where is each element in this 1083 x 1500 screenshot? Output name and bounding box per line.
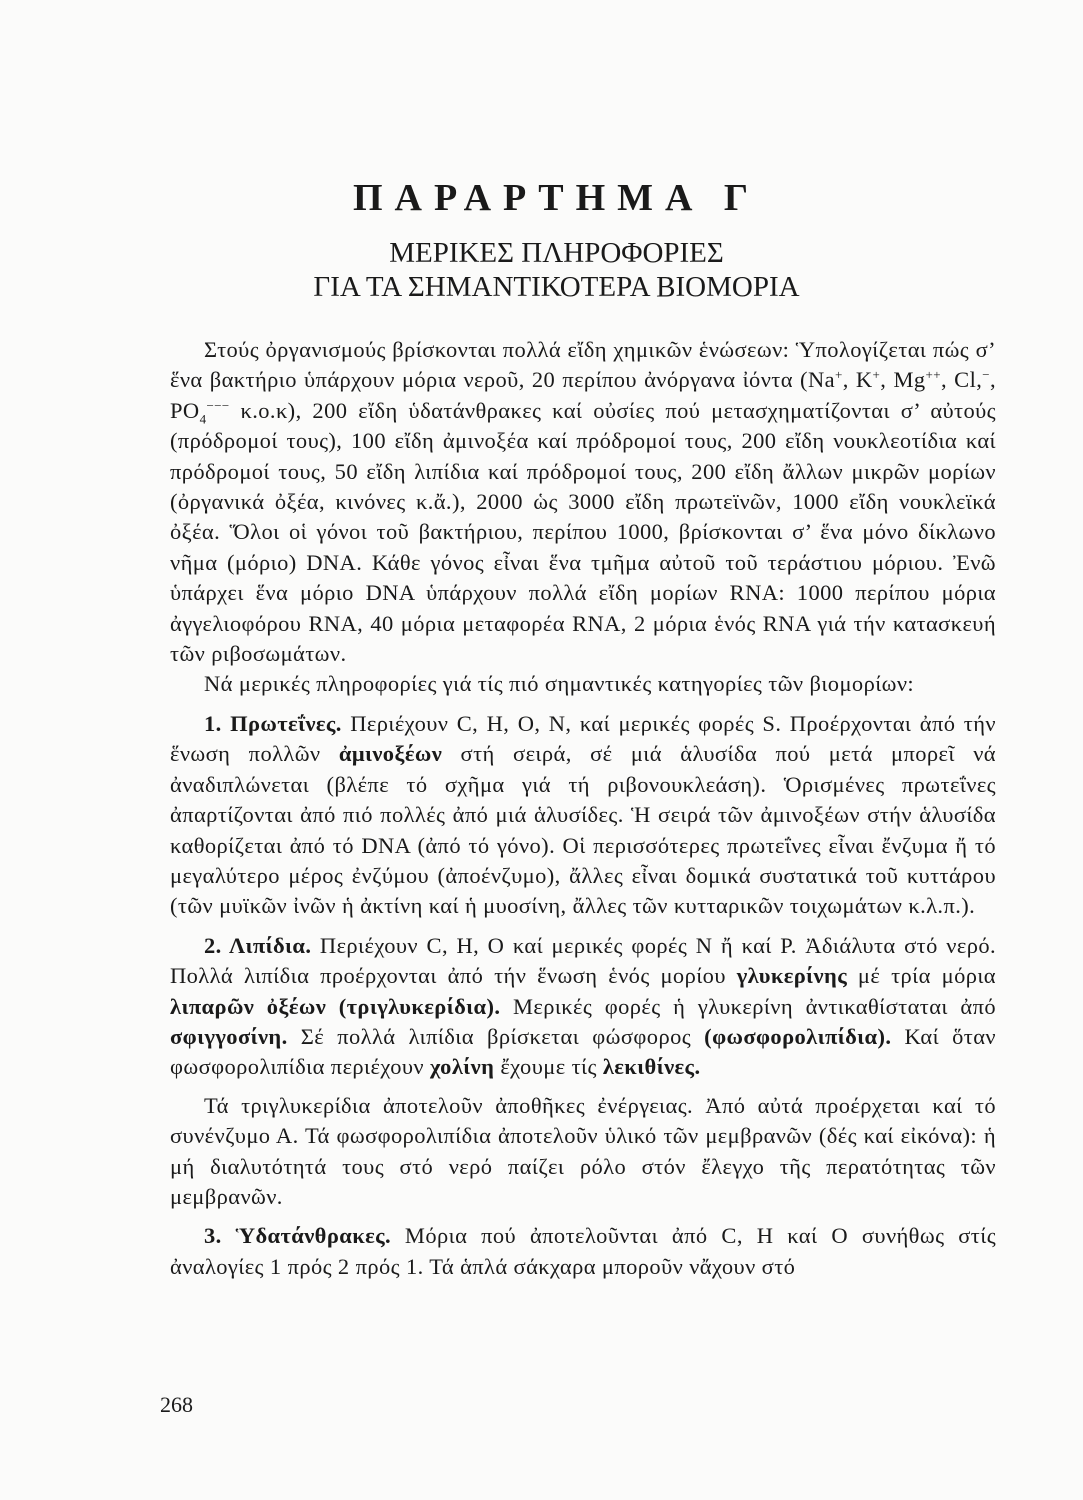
intro-paragraph: Στούς ὀργανισμούς βρίσκονται πολλά εἴδη χημικῶν ἑνώσεων: Ὑπολογίζεται πώς σ’ ἕνα βακτήριο ὑπάρχουν μόρια νεροῦ, 20 περίπου ἀνόργανα ἰόντα (Na+, K+, Mg++, Cl,−, $PO_4^{---}$ κ.ο.κ), 200 εἴδη ὑδατάνθρακες καί οὐσίες πού μετασχηματίζονται σ’ αὐτούς (πρόδρομοί τους), 100 εἴδη ἀμινοξέα καί πρόδρομοί τους, 200 εἴδη νουκλεοτίδια καί πρόδρομοί τους, 50 εἴδη λιπίδια καί πρόδρομοί τους, 200 εἴδη ἄλλων μικρῶν μορίων (ὀργανικά ὀξέα, κινόνες κ.ἄ.), 2000 ὡς 3000 εἴδη πρωτεϊνῶν, 1000 εἴδη νουκλεϊκά ὀξέα. Ὅλοι οἱ γόνοι τοῦ βακτήριου, περίπου 1000, βρίσκονται σ’ ἕνα μόνο δίκλωνο νῆμα (μόριο) DNA. Κάθε γόνος εἶναι ἕνα τμῆμα αὐτοῦ τοῦ τεράστιου μόριου. Ἐνῶ ὑπάρχει ἕνα μόριο DNA ὑπάρχουν πολλά εἴδη μορίων RNA: 1000 περίπου μόρια ἀγγελιοφόρου RNA, 40 μόρια μεταφορέα RNA, 2 μόρια ἑνός RNA γιά τήν κατασκευή τῶν ριβοσωμάτων.	[170, 337, 997, 667]
section-title: 1. Πρωτεΐνες.	[204, 710, 342, 736]
page-number: 268	[160, 1392, 193, 1417]
lipids-paragraph-2: Τά τριγλυκερίδια ἀποτελοῦν ἀποθῆκες ἐνέργειας. Ἀπό αὐτά προέρχεται καί τό συνένζυμο Α. Τά φωσφορολιπίδια ἀποτελοῦν ὑλικό τῶν μεμβρανῶν (δές καί εἰκόνα): ἡ μή διαλυτότητά τους στό νερό παίζει ρόλο στόν ἔλεγχο τῆς περατότητας τῶν μεμβρανῶν.	[170, 1092, 996, 1209]
section-title: 2. Λιπίδια.	[204, 932, 312, 958]
appendix-subtitle	[0, 236, 1083, 304]
lead-paragraph: Νά μερικές πληροφορίες γιά τίς πιό σημαντικές κατηγορίες τῶν βιομορίων:	[204, 671, 915, 697]
section-proteins: 1. Πρωτεΐνες. Περιέχουν C, H, O, N, καί μερικές φορές S. Προέρχονται ἀπό τήν ἕνωση πολλῶν ἀμινοξέων στή σειρά, σέ μιά ἁλυσίδα πού μετά μπορεῖ νά ἀναδιπλώνεται (βλέπε τό σχῆμα γιά τή ριβονουκλεάση). Ὁρισμένες πρωτεΐνες ἀπαρτίζονται ἀπό πιό πολλές ἀπό μιά ἁλυσίδες. Ἡ σειρά τῶν ἀμινοξέων στήν ἁλυσίδα καθορίζεται ἀπό τό DNA (ἀπό τό γόνο). Οἱ περισσότερες πρωτεΐνες εἶναι ἔνζυμα ἤ τό μεγαλύτερο μέρος ἐνζύμου (ἀποένζυμο), ἄλλες εἶναι δομικά συστατικά τοῦ κυττάρου (τῶν μυϊκῶν ἰνῶν ἡ ἀκτίνη καί ἡ μυοσίνη, ἄλλες τῶν κυτταρικῶν τοιχωμάτων κ.λ.π.).	[170, 710, 996, 919]
section-lipids: 2. Λιπίδια. Περιέχουν C, H, O καί μερικές φορές N ἤ καί P. Ἀδιάλυτα στό νερό. Πολλά λιπίδια προέρχονται ἀπό τήν ἕνωση ἑνός μορίου γλυκερίνης μέ τρία μόρια λιπαρῶν ὀξέων (τριγλυκερίδια). Μερικές φορές ἡ γλυκερίνη ἀντικαθίσταται ἀπό σφιγγοσίνη. Σέ πολλά λιπίδια βρίσκεται φώσφορος (φωσφορολιπίδια). Καί ὅταν φωσφορολιπίδια περιέχουν χολίνη ἔχουμε τίς λεκιθίνες.	[170, 932, 996, 1080]
subtitle-line-1: ΜΕΡΙΚΕΣ ΠΛΗΡΟΦΟΡΙΕΣ	[389, 237, 724, 269]
appendix-heading: ΠΑΡΑΡΤΗΜΑ Γ	[352, 177, 761, 219]
section-title: 3. Ὑδατάνθρακες.	[204, 1223, 392, 1249]
section-carbohydrates: 3. Ὑδατάνθρακες. Μόρια πού ἀποτελοῦνται ἀπό C, H καί O συνήθως στίς ἀναλογίες 1 πρός 2 πρός 1. Τά ἁπλά σάκχαρα μποροῦν νἄχουν στό	[170, 1223, 997, 1279]
body-text	[170, 335, 996, 1282]
subtitle-line-2: ΓΙΑ ΤΑ ΣΗΜΑΝΤΙΚΟΤΕΡΑ ΒΙΟΜΟΡΙΑ	[313, 271, 800, 303]
